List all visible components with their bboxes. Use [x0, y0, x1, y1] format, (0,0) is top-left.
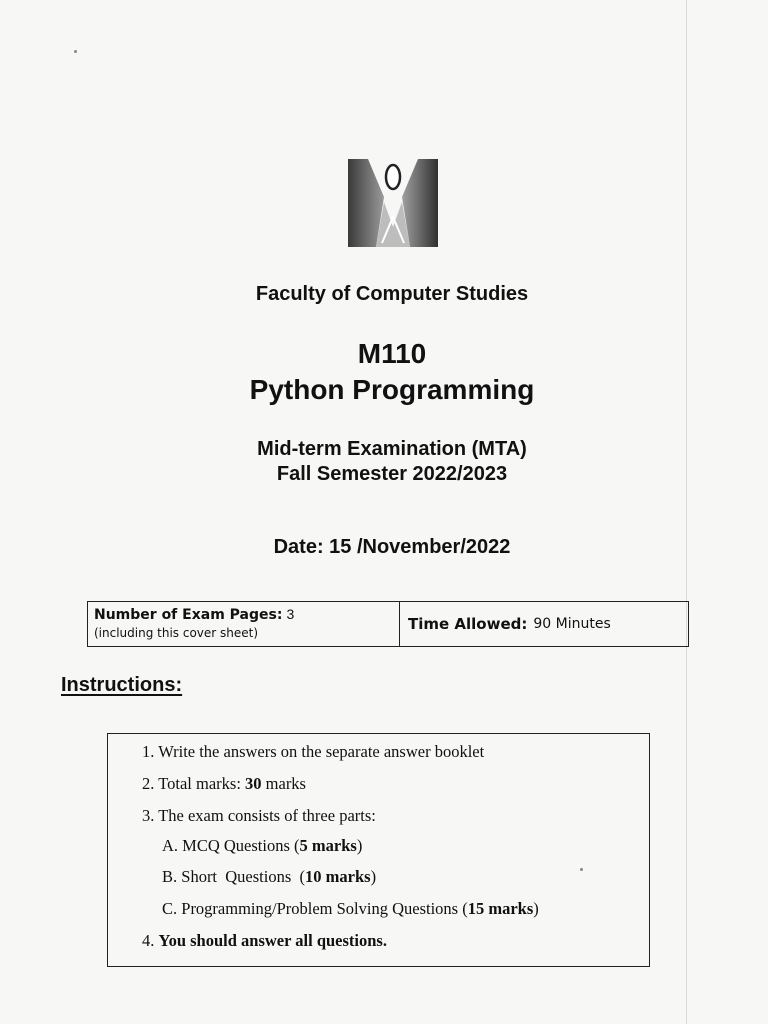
instruction-part-c [162, 899, 539, 919]
part-letter: B. [162, 867, 178, 886]
exam-date: Date: 15 /November/2022 [273, 536, 511, 558]
instructions-box [107, 733, 650, 967]
item-bold: You should answer all questions. [158, 931, 387, 950]
part-bold: 5 marks [299, 836, 357, 855]
part-letter: C. [162, 899, 178, 918]
scan-edge-line [686, 0, 687, 1024]
part-text: MCQ Questions ( [182, 836, 300, 855]
item-suffix: marks [261, 774, 306, 793]
instruction-part-a [162, 836, 362, 856]
item-text: The exam consists of three parts: [158, 806, 376, 825]
time-value: 90 Minutes [533, 616, 611, 632]
time-label: Time Allowed: [408, 615, 528, 633]
instructions-heading: Instructions: [61, 674, 183, 696]
part-text: Programming/Problem Solving Questions ( [181, 899, 468, 918]
university-logo-icon [346, 157, 440, 247]
semester: Fall Semester 2022/2023 [276, 463, 508, 485]
item-text: Total marks: [158, 774, 246, 793]
scan-speck [580, 868, 583, 871]
item-text: Write the answers on the separate answer booklet [158, 742, 485, 761]
item-number: 3. [142, 806, 155, 825]
instruction-item-2 [142, 774, 306, 794]
exam-pages-cell [88, 602, 400, 646]
part-bold: 10 marks [305, 867, 371, 886]
part-suffix: ) [370, 867, 377, 886]
instruction-item-3 [142, 806, 376, 826]
exam-type: Mid-term Examination (MTA) [257, 438, 527, 460]
part-bold: 15 marks [467, 899, 534, 918]
pages-value: 3 [286, 606, 295, 622]
scan-speck [74, 50, 77, 53]
pages-label: Number of Exam Pages: [94, 607, 283, 623]
instruction-part-b [162, 867, 376, 887]
item-number: 2. [142, 774, 155, 793]
item-bold: 30 [245, 774, 262, 793]
time-allowed-cell [400, 602, 688, 646]
course-code: M110 [357, 338, 427, 369]
item-number: 1. [142, 742, 155, 761]
pages-note: (including this cover sheet) [94, 626, 259, 640]
instruction-item-1 [142, 742, 484, 762]
exam-info-table [87, 601, 689, 647]
part-letter: A. [162, 836, 179, 855]
item-number: 4. [142, 931, 155, 950]
part-suffix: ) [356, 836, 363, 855]
faculty-name: Faculty of Computer Studies [255, 283, 529, 305]
instruction-item-4 [142, 931, 387, 951]
part-suffix: ) [533, 899, 539, 918]
part-text: Short Questions ( [181, 867, 306, 886]
course-name: Python Programming [249, 374, 535, 405]
